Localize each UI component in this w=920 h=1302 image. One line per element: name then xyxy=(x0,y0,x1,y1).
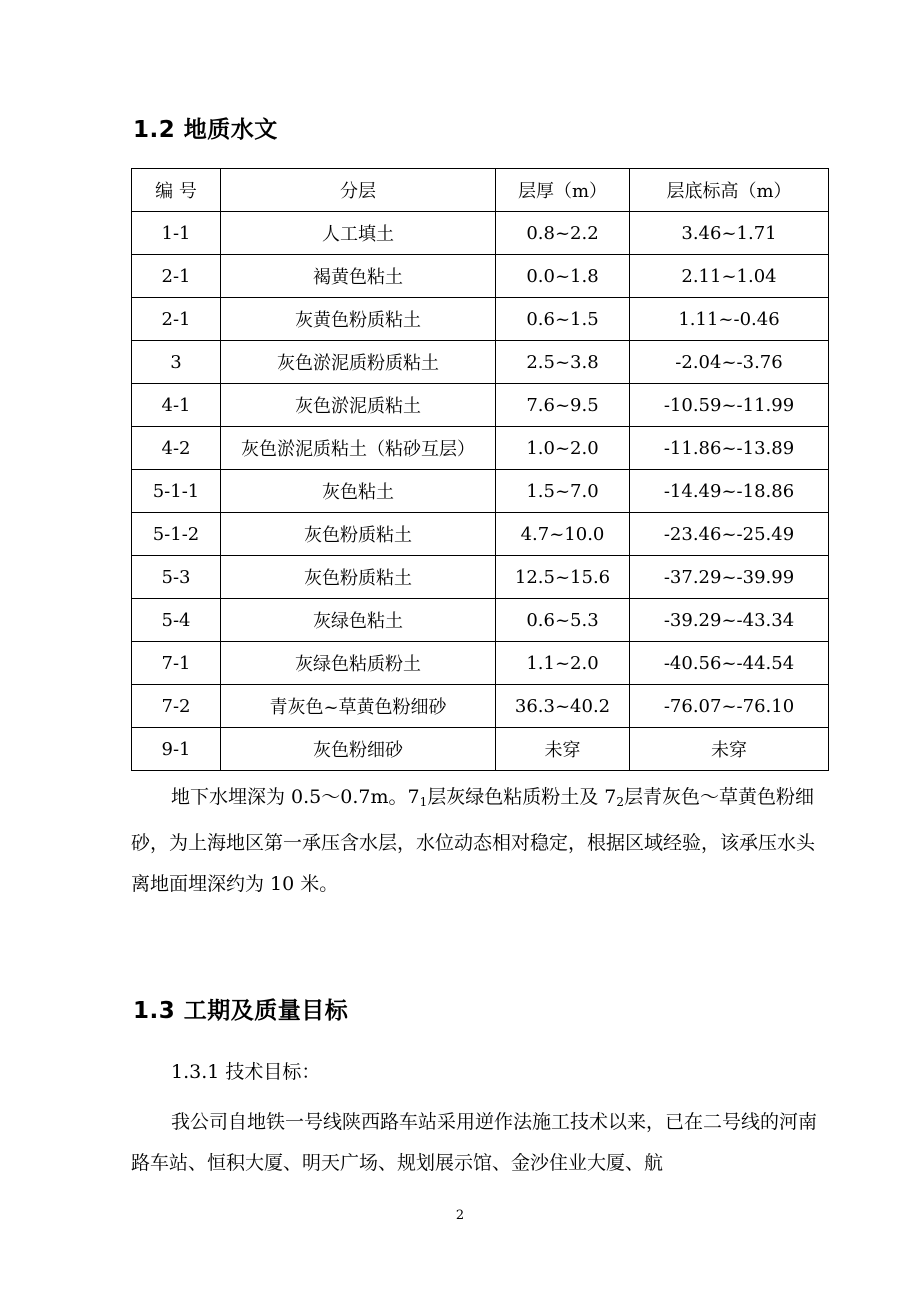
section-heading-1-2: 1.2 地质水文 xyxy=(133,117,278,143)
table-header-row xyxy=(132,169,829,212)
cell-thickness: 7.6~9.5 xyxy=(496,384,630,427)
cell-layer: 灰色粉质粘土 xyxy=(221,513,496,556)
cell-layer: 灰色粘土 xyxy=(221,470,496,513)
cell-elevation: -39.29~-43.34 xyxy=(630,599,829,642)
groundwater-text-2: 层灰绿色粘质粉土及 7 xyxy=(427,786,617,808)
table-row xyxy=(132,341,829,384)
cell-thickness: 0.8~2.2 xyxy=(496,212,630,255)
table-row xyxy=(132,513,829,556)
table-row xyxy=(132,470,829,513)
cell-elevation: 1.11~-0.46 xyxy=(630,298,829,341)
table-row xyxy=(132,384,829,427)
cell-elevation: -14.49~-18.86 xyxy=(630,470,829,513)
cell-number: 5-1-2 xyxy=(132,513,221,556)
cell-thickness: 1.5~7.0 xyxy=(496,470,630,513)
layer-subscript-2: 2 xyxy=(616,795,624,809)
cell-elevation: -23.46~-25.49 xyxy=(630,513,829,556)
technical-goal-paragraph: 我公司自地铁一号线陕西路车站采用逆作法施工技术以来，已在二号线的河南路车站、恒积大厦、明天广场、规划展示馆、金沙住业大厦、航 xyxy=(131,1111,818,1174)
cell-thickness: 0.6~5.3 xyxy=(496,599,630,642)
table-row xyxy=(132,599,829,642)
cell-thickness: 0.6~1.5 xyxy=(496,298,630,341)
header-layer: 分层 xyxy=(221,169,496,212)
cell-number: 2-1 xyxy=(132,298,221,341)
cell-thickness: 1.0~2.0 xyxy=(496,427,630,470)
cell-thickness: 0.0~1.8 xyxy=(496,255,630,298)
cell-layer: 灰色淤泥质粉质粘土 xyxy=(221,341,496,384)
page-number: 2 xyxy=(455,1208,465,1223)
cell-number: 9-1 xyxy=(132,728,221,771)
cell-elevation: -37.29~-39.99 xyxy=(630,556,829,599)
cell-number: 7-1 xyxy=(132,642,221,685)
cell-layer: 人工填土 xyxy=(221,212,496,255)
cell-elevation: -76.07~-76.10 xyxy=(630,685,829,728)
cell-layer: 灰色粉质粘土 xyxy=(221,556,496,599)
groundwater-text-3: 层青灰色～草黄色粉细砂，为上海地区第一承压含水层，水位动态相对稳定，根据区域经验，该承压水头离地面埋深约为 10 米。 xyxy=(131,786,816,895)
cell-layer: 褐黄色粘土 xyxy=(221,255,496,298)
section-heading-1-3: 1.3 工期及质量目标 xyxy=(133,998,349,1024)
table-row xyxy=(132,255,829,298)
cell-thickness: 12.5~15.6 xyxy=(496,556,630,599)
cell-elevation: -11.86~-13.89 xyxy=(630,427,829,470)
cell-number: 4-2 xyxy=(132,427,221,470)
cell-layer: 青灰色~草黄色粉细砂 xyxy=(221,685,496,728)
header-thickness: 层厚（m） xyxy=(496,169,630,212)
cell-number: 3 xyxy=(132,341,221,384)
cell-thickness: 1.1~2.0 xyxy=(496,642,630,685)
table-row xyxy=(132,427,829,470)
table-row xyxy=(132,298,829,341)
layer-subscript-1: 1 xyxy=(419,795,428,809)
groundwater-text-1: 地下水埋深为 0.5～0.7m。7 xyxy=(171,786,420,808)
cell-number: 4-1 xyxy=(132,384,221,427)
subsection-title-1-3-1: 1.3.1 技术目标： xyxy=(171,1061,321,1083)
table-row xyxy=(132,685,829,728)
cell-thickness: 36.3~40.2 xyxy=(496,685,630,728)
cell-layer: 灰色粉细砂 xyxy=(221,728,496,771)
cell-layer: 灰黄色粉质粘土 xyxy=(221,298,496,341)
cell-layer: 灰色淤泥质粘土（粘砂互层） xyxy=(221,427,496,470)
cell-elevation: -10.59~-11.99 xyxy=(630,384,829,427)
table-row xyxy=(132,642,829,685)
cell-thickness: 2.5~3.8 xyxy=(496,341,630,384)
cell-thickness: 4.7~10.0 xyxy=(496,513,630,556)
cell-elevation: 未穿 xyxy=(630,728,829,771)
cell-layer: 灰绿色粘质粉土 xyxy=(221,642,496,685)
geology-table xyxy=(131,168,829,771)
cell-elevation: -40.56~-44.54 xyxy=(630,642,829,685)
cell-number: 5-3 xyxy=(132,556,221,599)
cell-number: 7-2 xyxy=(132,685,221,728)
cell-number: 5-4 xyxy=(132,599,221,642)
cell-elevation: 2.11~1.04 xyxy=(630,255,829,298)
table-row xyxy=(132,728,829,771)
cell-thickness: 未穿 xyxy=(496,728,630,771)
table-row xyxy=(132,212,829,255)
cell-elevation: -2.04~-3.76 xyxy=(630,341,829,384)
cell-number: 5-1-1 xyxy=(132,470,221,513)
cell-layer: 灰绿色粘土 xyxy=(221,599,496,642)
header-number: 编 号 xyxy=(132,169,221,212)
cell-number: 1-1 xyxy=(132,212,221,255)
cell-elevation: 3.46~1.71 xyxy=(630,212,829,255)
cell-layer: 灰色淤泥质粘土 xyxy=(221,384,496,427)
table-row xyxy=(132,556,829,599)
groundwater-paragraph xyxy=(131,777,831,905)
cell-number: 2-1 xyxy=(132,255,221,298)
header-bottom-elevation: 层底标高（m） xyxy=(630,169,829,212)
